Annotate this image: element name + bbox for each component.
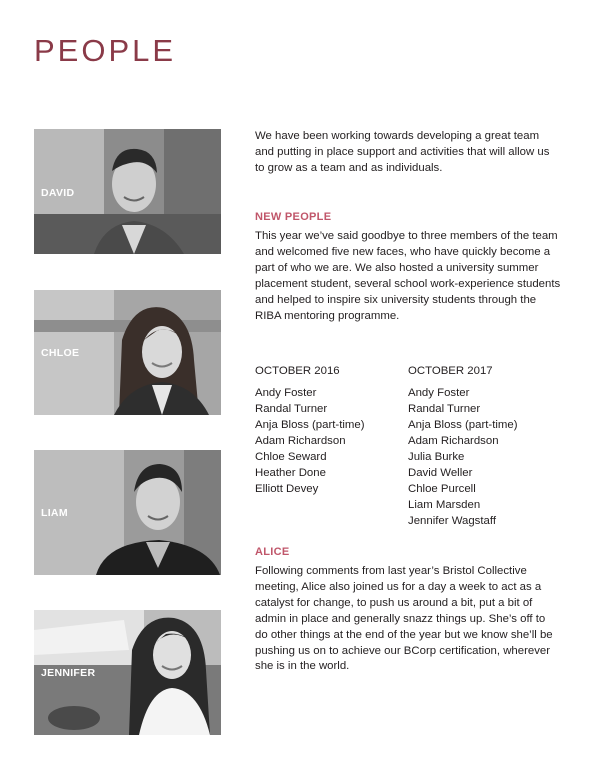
team-list-title: OCTOBER 2016 — [255, 365, 340, 377]
team-list-2016 — [255, 363, 405, 497]
photo-david — [34, 129, 221, 254]
team-list-2017 — [408, 363, 558, 529]
team-member: Liam Marsden — [408, 499, 481, 511]
team-member: Adam Richardson — [255, 435, 346, 447]
team-member: Chloe Seward — [255, 451, 327, 463]
team-member: Randal Turner — [408, 403, 481, 415]
team-member: Anja Bloss (part-time) — [408, 419, 518, 431]
team-member-list — [408, 385, 558, 529]
team-member: Jennifer Wagstaff — [408, 515, 497, 527]
new-people-heading: NEW PEOPLE — [255, 211, 332, 223]
team-member: Anja Bloss (part-time) — [255, 419, 365, 431]
team-member: Andy Foster — [408, 387, 470, 399]
team-member: Adam Richardson — [408, 435, 499, 447]
team-member-list — [255, 385, 405, 497]
intro-section — [255, 129, 560, 177]
photo-jennifer — [34, 610, 221, 735]
team-member: Julia Burke — [408, 451, 465, 463]
page-title: PEOPLE — [34, 33, 177, 68]
team-member: David Weller — [408, 467, 473, 479]
team-member: Andy Foster — [255, 387, 317, 399]
new-people-section — [255, 229, 563, 324]
new-people-paragraph: This year we’ve said goodbye to three members of the team and welcomed five new faces, who have quickly become a part of who we are. We also hosted a university summer placement student, several school work-experience students and helped to inspire six university students through the RIBA mentoring programme. — [255, 230, 561, 322]
alice-heading: ALICE — [255, 546, 290, 558]
team-member: Randal Turner — [255, 403, 328, 415]
photo-name-label: CHLOE — [41, 347, 80, 359]
team-list-title: OCTOBER 2017 — [408, 365, 493, 377]
team-member: Chloe Purcell — [408, 483, 476, 495]
alice-paragraph: Following comments from last year’s Bristol Collective meeting, Alice also joined us for a day a week to act as a catalyst for change, to push us around a bit, put a bit of admin in place and generally snazz things up. She’s off to do other things at the end of the year but we know she’ll be pushing us on to achieve our BCorp certification, wherever she is in the world. — [255, 565, 553, 673]
photo-chloe — [34, 290, 221, 415]
photo-name-label: DAVID — [41, 187, 75, 199]
intro-paragraph: We have been working towards developing a great team and putting in place support and activities that will allow us to grow as a team and as individuals. — [255, 130, 550, 174]
alice-section — [255, 564, 555, 675]
team-member: Elliott Devey — [255, 483, 319, 495]
photo-name-label: JENNIFER — [41, 667, 96, 679]
photo-liam — [34, 450, 221, 575]
team-member: Heather Done — [255, 467, 326, 479]
photo-name-label: LIAM — [41, 507, 68, 519]
